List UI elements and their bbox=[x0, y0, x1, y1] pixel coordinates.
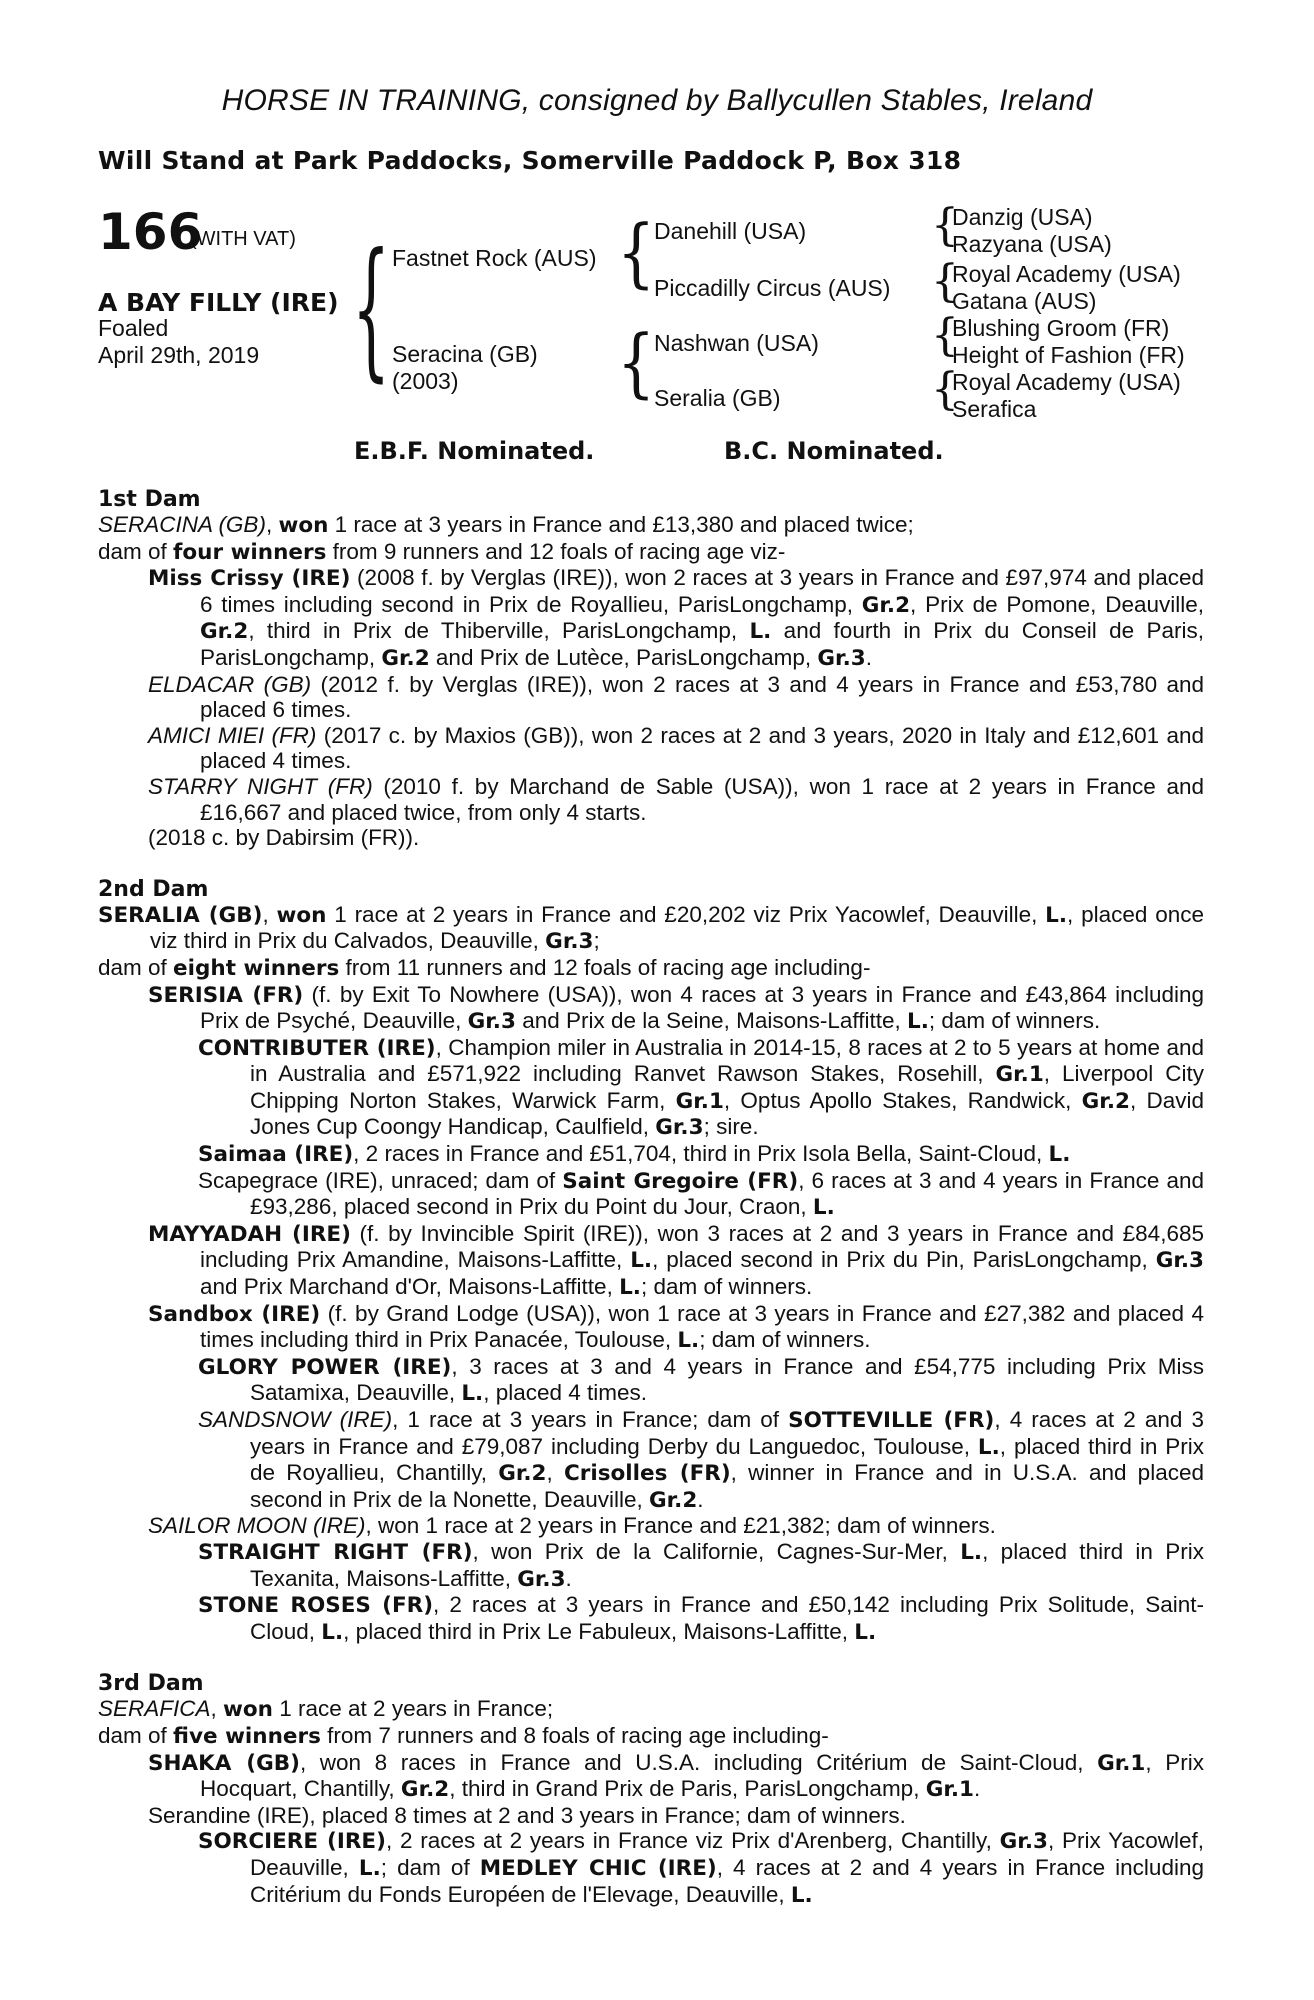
pedigree-brace-g3-3: { bbox=[931, 310, 959, 361]
produce-entry: SERISIA (FR) (f. by Exit To Nowhere (USA)), won 4 races at 3 years in France and £43,864 including Prix de Psyché, Deauville, Gr.3 and Prix de la Seine, Maisons-Laffitte, L.; dam of winners. bbox=[148, 981, 1204, 1035]
pedigree-brace-g3-4: { bbox=[931, 364, 959, 415]
page-title: HORSE IN TRAINING, consigned by Ballycullen Stables, Ireland bbox=[221, 84, 1093, 117]
produce-entry: SORCIERE (IRE), 2 races at 2 years in France viz Prix d'Arenberg, Chantilly, Gr.3, Prix Yacowlef, Deauville, L.; dam of MEDLEY CHIC (IRE), 4 races at 2 and 4 years in France including Critérium du Fonds Européen de l'Elevage, Deauville, L. bbox=[198, 1828, 1204, 1908]
horse-name: A BAY FILLY (IRE) bbox=[98, 288, 339, 317]
dam-sire: Nashwan (USA) bbox=[654, 330, 819, 356]
first-dam-summary: SERACINA (GB), won 1 race at 3 years in France and £13,380 and placed twice; bbox=[98, 512, 914, 538]
second-dam-heading: 2nd Dam bbox=[98, 876, 209, 902]
g3-ancestor: Gatana (AUS) bbox=[952, 288, 1097, 314]
g3-ancestor: Serafica bbox=[952, 396, 1037, 422]
foaled-info bbox=[98, 315, 259, 369]
g3-ancestor: Royal Academy (USA) bbox=[952, 369, 1181, 395]
produce-entry: Miss Crissy (IRE) (2008 f. by Verglas (IRE)), won 2 races at 3 years in France and £97,974 and placed 6 times including second in Prix de Royallieu, ParisLongchamp, Gr.2, Prix de Pomone, Deauville, Gr.2, third in Prix de Thiberville, ParisLongchamp, L. and fourth in Prix du Conseil de Paris, ParisLongchamp, Gr.2 and Prix de Lutèce, ParisLongchamp, Gr.3. bbox=[148, 565, 1204, 671]
g3-ancestor: Blushing Groom (FR) bbox=[952, 315, 1170, 341]
produce-entry: Saimaa (IRE), 2 races in France and £51,704, third in Prix Isola Bella, Saint-Cloud, L. bbox=[198, 1141, 1071, 1168]
pedigree-brace-g3-2: { bbox=[931, 256, 959, 307]
second-dam-summary: SERALIA (GB), won 1 race at 2 years in France and £20,202 viz Prix Yacowlef, Deauville, L., placed once viz third in Prix du Calvados, Deauville, Gr.3; bbox=[98, 901, 1204, 955]
third-dam-produce: dam of five winners from 7 runners and 8 foals of racing age including- bbox=[98, 1722, 829, 1749]
produce-entry: STONE ROSES (FR), 2 races at 3 years in France and £50,142 including Prix Solitude, Saint-Cloud, L., placed third in Prix Le Fabuleux, Maisons-Laffitte, L. bbox=[198, 1592, 1204, 1645]
sire: Fastnet Rock (AUS) bbox=[392, 245, 597, 271]
first-dam-produce: dam of four winners from 9 runners and 12 foals of racing age viz- bbox=[98, 538, 786, 565]
produce-entry: AMICI MIEI (FR) (2017 c. by Maxios (GB)), won 2 races at 2 and 3 years, 2020 in Italy and £12,601 and placed 4 times. bbox=[148, 722, 1205, 774]
produce-entry: SANDSNOW (IRE), 1 race at 3 years in France; dam of SOTTEVILLE (FR), 4 races at 2 and 3 years in France and £79,087 including Derby du Languedoc, Toulouse, L., placed third in Prix de Royallieu, Chantilly, Gr.2, Crisolles (FR), winner in France and in U.S.A. and placed second in Prix de la Nonette, Deauville, Gr.2. bbox=[198, 1407, 1205, 1513]
g3-ancestor: Razyana (USA) bbox=[952, 231, 1112, 257]
produce-entry: STRAIGHT RIGHT (FR), won Prix de la Californie, Cagnes-Sur-Mer, L., placed third in Prix Texanita, Maisons-Laffitte, Gr.3. bbox=[198, 1538, 1204, 1592]
g3-ancestor: Height of Fashion (FR) bbox=[952, 342, 1185, 368]
dam-year: (2003) bbox=[392, 368, 459, 394]
produce-entry: Sandbox (IRE) (f. by Grand Lodge (USA)), won 1 race at 3 years in France and £27,382 and placed 4 times including third in Prix Panacée, Toulouse, L.; dam of winners. bbox=[148, 1300, 1204, 1354]
produce-entry: STARRY NIGHT (FR) (2010 f. by Marchand de Sable (USA)), won 1 race at 2 years in France and £16,667 and placed twice, from only 4 starts. bbox=[148, 773, 1205, 825]
dam-name: Seracina (GB) bbox=[392, 341, 538, 367]
produce-entry: CONTRIBUTER (IRE), Champion miler in Australia in 2014-15, 8 races at 2 to 5 years at home and in Australia and £571,922 including Ranvet Rawson Stakes, Rosehill, Gr.1, Liverpool City Chipping Norton Stakes, Warwick Farm, Gr.1, Optus Apollo Stakes, Randwick, Gr.2, David Jones Cup Coongy Handicap, Caulfield, Gr.3; sire. bbox=[198, 1034, 1205, 1141]
third-dam-heading: 3rd Dam bbox=[98, 1671, 204, 1697]
produce-entry: SAILOR MOON (IRE), won 1 race at 2 years in France and £21,382; dam of winners. bbox=[148, 1513, 996, 1539]
first-dam-name: SERACINA (GB) bbox=[98, 512, 266, 537]
produce-entry: Serandine (IRE), placed 8 times at 2 and 3 years in France; dam of winners. bbox=[148, 1802, 906, 1828]
pedigree-brace-g3-1: { bbox=[931, 200, 959, 251]
produce-entry: Scapegrace (IRE), unraced; dam of Saint Gregoire (FR), 6 races at 3 and 4 years in France and £93,286, placed second in Prix du Point du Jour, Craon, L. bbox=[198, 1167, 1205, 1221]
sire-sire: Danehill (USA) bbox=[654, 218, 807, 244]
foaled-label: Foaled bbox=[98, 315, 169, 341]
stand-location: Will Stand at Park Paddocks, Somerville Paddock P, Box 318 bbox=[98, 146, 962, 175]
ebf-nominated: E.B.F. Nominated. bbox=[354, 437, 595, 465]
produce-entry: MAYYADAH (IRE) (f. by Invincible Spirit (IRE)), won 3 races at 2 and 3 years in France and £84,685 including Prix Amandine, Maisons-Laffitte, L., placed second in Prix du Pin, ParisLongchamp, Gr.3 and Prix Marchand d'Or, Maisons-Laffitte, L.; dam of winners. bbox=[148, 1220, 1204, 1301]
lot-number: 166 bbox=[98, 203, 203, 261]
bc-nominated: B.C. Nominated. bbox=[724, 437, 944, 465]
produce-entry: (2018 c. by Dabirsim (FR)). bbox=[148, 825, 420, 851]
first-dam-heading: 1st Dam bbox=[98, 487, 201, 512]
pedigree-brace-main: { bbox=[352, 222, 391, 398]
dam-dam: Seralia (GB) bbox=[654, 385, 781, 411]
pedigree-brace-sire: { bbox=[617, 209, 656, 298]
vat-note: (WITH VAT) bbox=[190, 228, 296, 250]
third-dam-summary: SERAFICA, won 1 race at 2 years in France; bbox=[98, 1696, 554, 1723]
g3-ancestor: Royal Academy (USA) bbox=[952, 261, 1181, 287]
pedigree-brace-dam: { bbox=[617, 319, 656, 408]
produce-entry: SHAKA (GB), won 8 races in France and U.S.A. including Critérium de Saint-Cloud, Gr.1, Prix Hocquart, Chantilly, Gr.2, third in Grand Prix de Paris, ParisLongchamp, Gr.1. bbox=[148, 1749, 1204, 1803]
dam bbox=[392, 341, 538, 395]
produce-entry: GLORY POWER (IRE), 3 races at 3 and 4 years in France and £54,775 including Prix Miss Satamixa, Deauville, L., placed 4 times. bbox=[198, 1353, 1204, 1407]
sire-dam: Piccadilly Circus (AUS) bbox=[654, 275, 891, 301]
second-dam-produce: dam of eight winners from 11 runners and 12 foals of racing age including- bbox=[98, 954, 871, 981]
dam-records bbox=[98, 487, 1204, 1908]
g3-ancestor: Danzig (USA) bbox=[952, 204, 1093, 230]
foaled-date: April 29th, 2019 bbox=[98, 342, 260, 368]
produce-entry: ELDACAR (GB) (2012 f. by Verglas (IRE)), won 2 races at 3 and 4 years in France and £53,780 and placed 6 times. bbox=[148, 671, 1205, 723]
